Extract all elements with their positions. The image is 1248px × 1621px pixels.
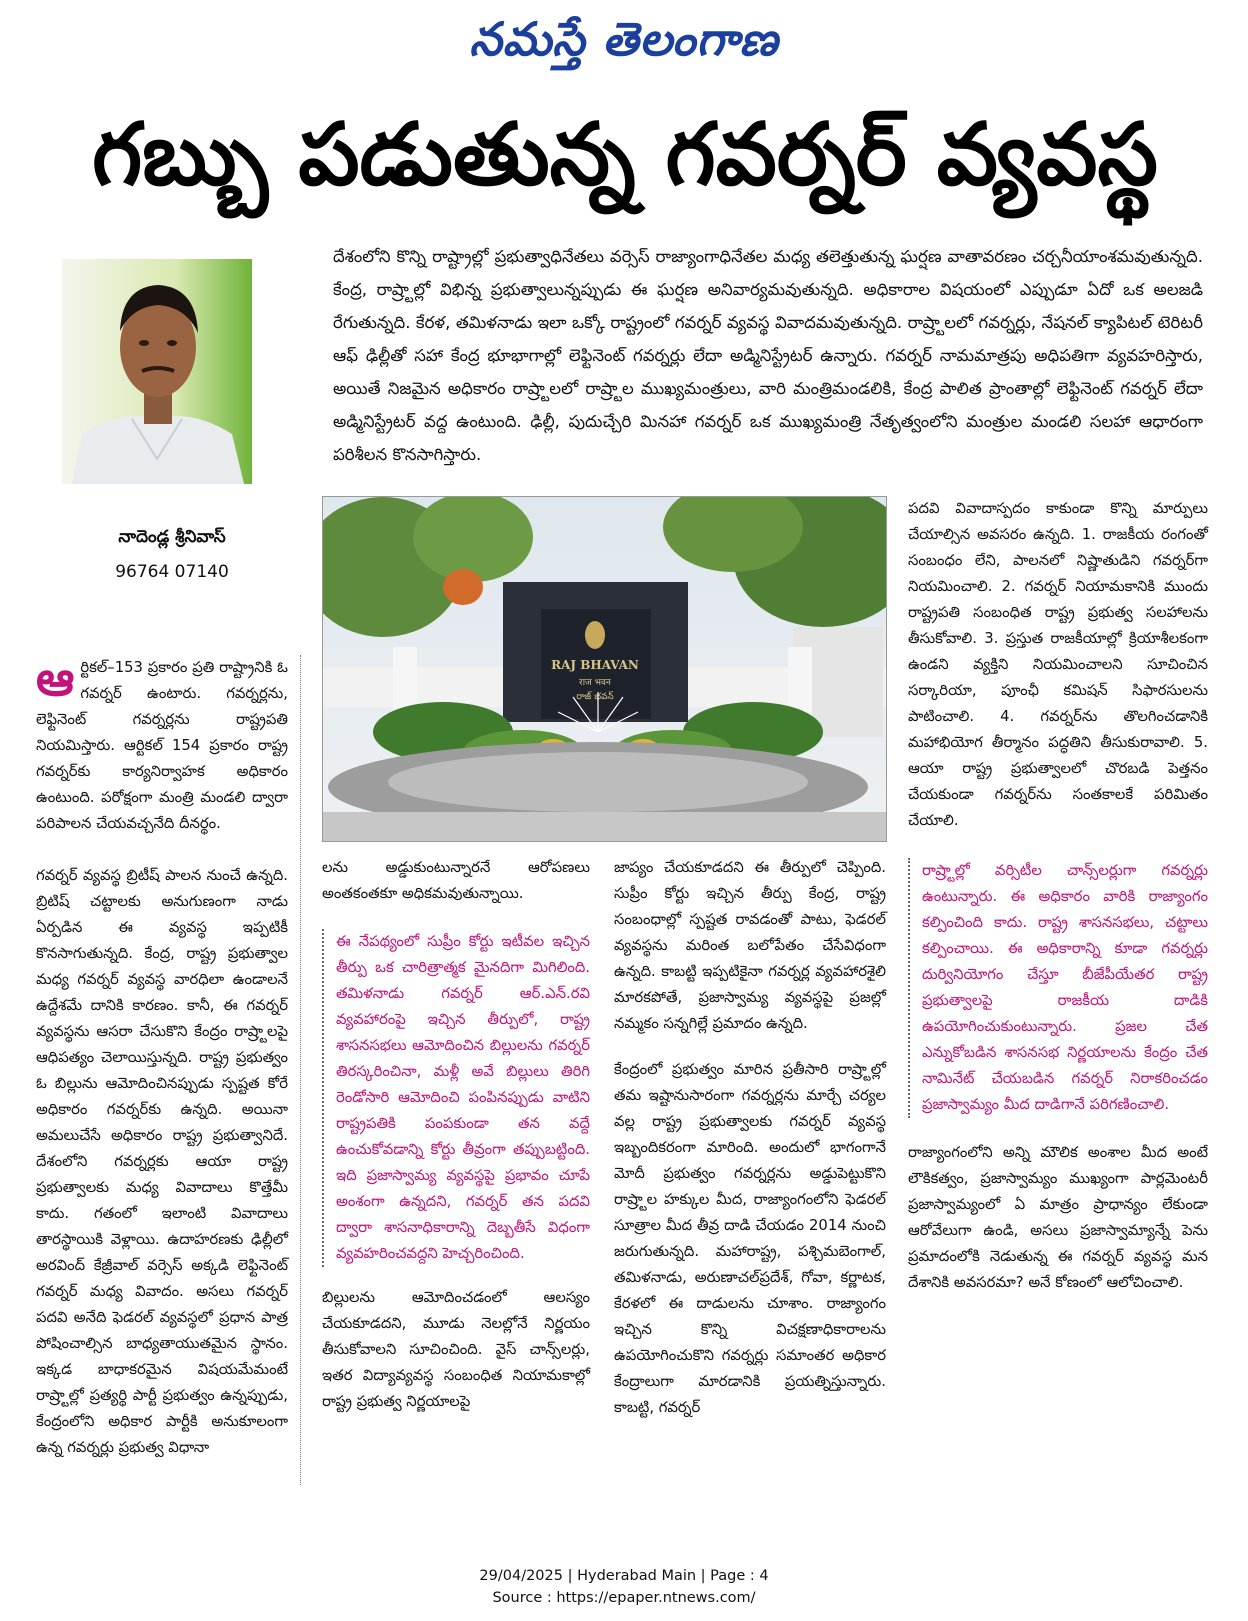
column-3: [614, 855, 886, 1435]
column-4: [908, 496, 1208, 1310]
author-photo: [62, 259, 252, 484]
sign-line2: राज भवन: [579, 678, 611, 688]
col4-highlight-quote: రాష్ర్టాల్లో వర్సిటీల చాన్స్‌లర్లుగా గవర్నర్లు ఉంటున్నారు. ఈ అధికారం వారికి రాజ్యాంగం కల్పించింది కాదు. రాష్ట్ర శాసనసభలు, చట్టాలు కల్పించాయి. ఈ అధికారాన్ని కూడా గవర్నర్లు దుర్వినియోగం చేస్తూ బీజేపీయేతర రాష్ట్ర ప్రభుత్వాలపై రాజకీయ దాడికి ఉపయోగించుకుంటున్నారు. ప్రజల చేత ఎన్నుకోబడిన శాసనసభ నిర్ణయాలను కేంద్రం చేత నామినేట్ చేయబడిన గవర్నర్ నిరాకరించడం ప్రజాస్వామ్యం మీద దాడిగానే పరిగణించాలి.: [908, 858, 1208, 1118]
author-name: నాదెండ్ల శ్రీనివాస్: [118, 527, 226, 547]
col1-p1-text: ర్టికల్–153 ప్రకారం ప్రతి రాష్ట్రానికి ఓ గవర్నర్ ఉంటారు. గవర్నర్లను, లెఫ్టినెంట్ గవర్నర్లను రాష్ట్రపతి నియమిస్తారు. ఆర్టికల్ 154 ప్రకారం రాష్ట్ర గవర్నర్‌కు కార్యనిర్వాహక అధికారం ఉంటుంది. పరోక్షంగా మంత్రి మండలి ద్వారా పరిపాలన చేయవచ్చనేది దీనర్థం.: [36, 659, 288, 832]
column-divider: [300, 655, 301, 1485]
col2-paragraph-2: బిల్లులను ఆమోదించడంలో ఆలస్యం చేయకూడదని, మూడు నెలల్లోనే నిర్ణయం తీసుకోవాలని సూచించింది. వైస్ చాన్స్‌లర్లు, ఇతర విద్యావ్యవస్థ సంబంధిత నియామకాల్లో రాష్ట్ర ప్రభుత్వ నిర్ణయాలపై: [322, 1289, 590, 1410]
drop-cap: ఆ: [36, 651, 75, 707]
masthead: నమస్తే తెలంగాణ: [469, 12, 779, 66]
col2-highlight-quote: ఈ నేపథ్యంలో సుప్రీం కోర్టు ఇటీవల ఇచ్చిన తీర్పు ఒక చారిత్రాత్మక మైనదిగా మిగిలింది. తమిళనాడు గవర్నర్ ఆర్.ఎన్.రవి వ్యవహారంపై ఇచ్చిన తీర్పులో, రాష్ట్ర శాసనసభలు ఆమోదించిన బిల్లులను గవర్నర్ తిరస్కరించినా, మళ్లీ అవే బిల్లులు తిరిగి రెండోసారి ఆమోదించి పంపినప్పుడు వాటిని రాష్ట్రపతికి పంపకుండా తన వద్దే ఉంచుకోవడాన్ని కోర్టు తీవ్రంగా తప్పుబట్టింది. ఇది ప్రజాస్వామ్య వ్యవస్థపై ప్రభావం చూపే అంశంగా ఉన్నదని, గవర్నర్ తన పదవి ద్వారా శాసనాధికారాన్ని దెబ్బతీసే విధంగా వ్యవహరించవద్దని హెచ్చరించింది.: [322, 929, 590, 1267]
col1-paragraph-1: [36, 651, 288, 837]
raj-bhavan-photo: [322, 496, 887, 842]
author-phone: 96764 07140: [115, 562, 229, 582]
sign-line1: RAJ BHAVAN: [551, 658, 639, 672]
col4-paragraph-2: రాజ్యాంగంలోని అన్ని మౌలిక అంశాల మీద అంటే లౌకికత్వం, ప్రజాస్వామ్యం ముఖ్యంగా పార్లమెంటరీ ప్రజాస్వామ్యంలో ఏ మాత్రం ప్రాధాన్యం లేకుండా ఆరోవేలుగా ఉండి, అసలు ప్రజాస్వామ్యాన్నే పెను ప్రమాదంలోకి నెడుతున్న ఈ గవర్నర్ వ్యవస్థ మన దేశానికి అవసరమా? అనే కోణంలో ఆలోచించాలి.: [908, 1144, 1208, 1291]
col3-paragraph-1: జాప్యం చేయకూడదని ఈ తీర్పులో చెప్పింది. సుప్రీం కోర్టు ఇచ్చిన తీర్పు కేంద్ర, రాష్ట్ర సంబంధాల్లో స్పష్టత రావడంతో పాటు, ఫెడరల్ వ్యవస్థను మరింత బలోపేతం చేసేవిధంగా ఉన్నది. కాబట్టి ఇప్పటికైనా గవర్నర్ల వ్యవహారశైలి మారకపోతే, ప్రజాస్వామ్య వ్యవస్థపై ప్రజల్లో నమ్మకం సన్నగిల్లే ప్రమాదం ఉన్నది.: [614, 859, 886, 1032]
footer-date-edition: 29/04/2025 | Hyderabad Main | Page : 4: [479, 1568, 769, 1584]
column-1: [36, 651, 288, 1475]
col3-paragraph-2: కేంద్రంలో ప్రభుత్వం మారిన ప్రతీసారి రాష్ర్టాల్లో తమ ఇష్టానుసారంగా గవర్నర్లను మార్చే చర్యల వల్ల రాష్ట్ర ప్రభుత్వాలకు గవర్నర్ వ్యవస్థ ఇబ్బందికరంగా మారింది. అందులో భాగంగానే మోదీ ప్రభుత్వం గవర్నర్లను అడ్డుపెట్టుకొని రాష్ర్టాల హక్కుల మీద, రాజ్యాంగంలోని ఫెడరల్ సూత్రాల మీద తీవ్ర దాడి చేయడం 2014 నుంచి జరుగుతున్నది. మహారాష్ట్ర, పశ్చిమబెంగాల్, తమిళనాడు, అరుణాచల్‌ప్రదేశ్, గోవా, కర్ణాటక, కేరళలో ఈ దాడులను చూశాం. రాజ్యాంగం ఇచ్చిన కొన్ని విచక్షణాధికారాలను ఉపయోగించుకొని గవర్నర్లు సమాంతర అధికార కేంద్రాలుగా మారడానికి ప్రయత్నిస్తున్నారు. కాబట్టి, గవర్నర్: [614, 1061, 886, 1416]
sign-line3: రాజ్ భవన్: [576, 692, 614, 702]
footer-source: Source : https://epaper.ntnews.com/: [492, 1590, 756, 1606]
col2-paragraph-1: లను అడ్డుకుంటున్నారనే ఆరోపణలు అంతకంతకూ అధికమవుతున్నాయి.: [322, 859, 590, 902]
col1-paragraph-2: గవర్నర్ వ్యవస్థ బ్రిటీష్ పాలన నుంచే ఉన్నది. బ్రిటిష్ చట్టాలకు అనుగుణంగా నాడు ఏర్పడిన ఈ వ్యవస్థ ఇప్పటికీ కొనసాగుతున్నది. కేంద్ర, రాష్ట్ర ప్రభుత్వాల మధ్య గవర్నర్ వ్యవస్థ వారధిలా ఉండాలనే ఉద్దేశమే దానికి కారణం. కానీ, ఈ గవర్నర్ వ్యవస్థను ఆసరా చేసుకొని కేంద్రం రాష్ర్టాలపై ఆధిపత్యం చెలాయిస్తున్నది. రాష్ట్ర ప్రభుత్వం ఓ బిల్లును ఆమోదించినప్పుడు స్పష్టత కోరే అధికారం గవర్నర్‌కు ఉన్నది. అయినా అమలుచేసే అధికారం రాష్ట్ర ప్రభుత్వానిదే. దేశంలోని గవర్నర్లకు ఆయా రాష్ట్ర ప్రభుత్వాలకు మధ్య వివాదాలు కొత్తేమీ కాదు. గతంలో ఇలాంటి వివాదాలు తారస్థాయికి వెళ్లాయి. ఉదాహరణకు ఢిల్లీలో అరవింద్ కేజ్రీవాల్ వర్సెస్ అక్కడి లెఫ్టినెంట్ గవర్నర్ మధ్య వివాదం. అసలు గవర్నర్ పదవి అనేది ఫెడరల్ వ్యవస్థలో ప్రధాన పాత్ర పోషించాల్సిన బాధ్యతాయుతమైన స్థానం. ఇక్కడ బాధాకరమైన విషయమేమంటే రాష్ర్టాల్లో ప్రత్యర్థి పార్టీ ప్రభుత్వం ఉన్నప్పుడు, కేంద్రంలోని అధికార పార్టీకి అనుకూలంగా ఉన్న గవర్నర్లు ప్రభుత్వ విధానా: [36, 867, 288, 1456]
intro-paragraph: దేశంలోని కొన్ని రాష్ట్రాల్లో ప్రభుత్వాధినేతలు వర్సెస్ రాజ్యాంగాధినేతల మధ్య తలెత్తుతున్న ఘర్షణ వాతావరణం చర్చనీయాంశమవుతున్నది. కేంద్ర, రాష్ర్టాల్లో విభిన్న ప్రభుత్వాలున్నప్పుడు ఈ ఘర్షణ అనివార్యమవుతున్నది. అధికారాల విషయంలో ఎప్పుడూ ఏదో ఒక అలజడి రేగుతున్నది. కేరళ, తమిళనాడు ఇలా ఒక్కో రాష్ట్రంలో గవర్నర్ వ్యవస్థ వివాదమవుతున్నది. రాష్ర్టాలలో గవర్నర్లు, నేషనల్ క్యాపిటల్ టెరిటరీ ఆఫ్ ఢిల్లీతో సహా కేంద్ర భూభాగాల్లో లెఫ్టినెంట్ గవర్నర్లు లేదా అడ్మినిస్ట్రేటర్ ఉన్నారు. గవర్నర్ నామమాత్రపు అధిపతిగా వ్యవహరిస్తారు, అయితే నిజమైన అధికారం రాష్ర్టాలలో రాష్ర్టాల ముఖ్యమంత్రులు, వారి మంత్రిమండలికి, కేంద్ర పాలిత ప్రాంతాల్లో లెఫ్టినెంట్ గవర్నర్ లేదా అడ్మినిస్ట్రేటర్ వద్ద ఉంటుంది. ఢిల్లీ, పుదుచ్చేరి మినహా గవర్నర్ ఒక ముఖ్యమంత్రి నేతృత్వంలోని మంత్రుల మండలి సలహా ఆధారంగా పరిశీలన కొనసాగిస్తారు.: [333, 247, 1204, 464]
column-2: [322, 855, 590, 1429]
headline: గబ్బు పడుతున్న గవర్నర్ వ్యవస్థ: [92, 105, 1158, 205]
col4-paragraph-1: పదవి వివాదాస్పదం కాకుండా కొన్ని మార్పులు చేయాల్సిన అవసరం ఉన్నది. 1. రాజకీయ రంగంతో సంబంధం లేని, పాలనలో నిష్ణాతుడిని గవర్నర్‌గా నియమించాలి. 2. గవర్నర్ నియామకానికి ముందు రాష్ట్రపతి సంబంధిత రాష్ట్ర ప్రభుత్వ సలహాలను తీసుకోవాలి. 3. ప్రస్తుత రాజకీయాల్లో క్రియాశీలకంగా ఉండని వ్యక్తిని నియమించాలని సూచించిన సర్కారియా, పూంఛీ కమిషన్ సిఫారసులను పాటించాలి. 4. గవర్నర్‌ను తొలగించడానికి మహాభియోగ తీర్మానం పద్ధతిని తీసుకురావాలి. 5. ఆయా రాష్ట్ర ప్రభుత్వాలలో చొరబడి పెత్తనం చేయకుండా గవర్నర్‌ను సంతకాలకే పరిమితం చేయాలి.: [908, 500, 1208, 829]
